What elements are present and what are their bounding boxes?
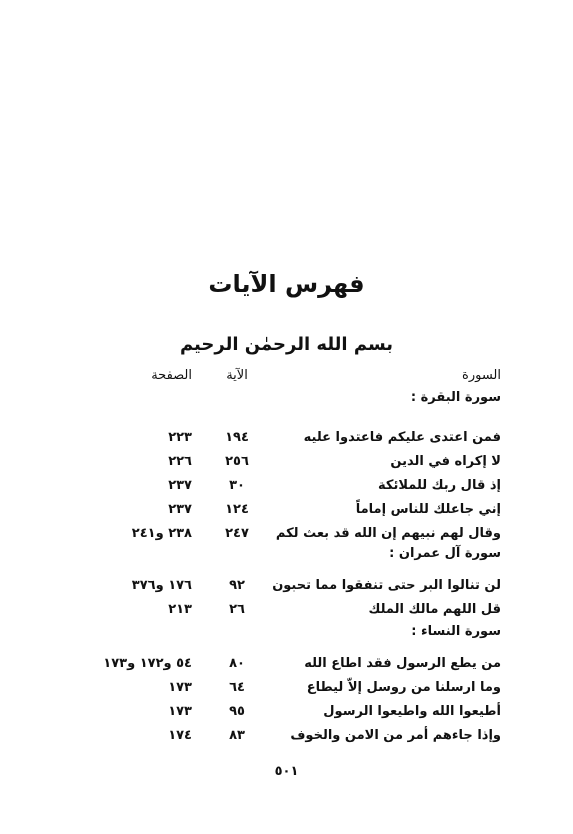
table-row — [0, 656, 573, 676]
verse-text: إني جاعلك للناس إماماً — [355, 502, 501, 517]
table-row — [0, 578, 573, 598]
table-row — [0, 704, 573, 724]
header-surah: السورة — [462, 368, 501, 383]
table-row — [0, 526, 573, 546]
page-ref: ١٧٣ — [168, 680, 192, 695]
page-ref: ٢٣٧ — [168, 502, 192, 517]
verse-number: ٩٥ — [229, 704, 245, 719]
page-title: فهرس الآيات — [208, 270, 365, 298]
page-ref: ١٧٦ و٣٧٦ — [131, 578, 192, 593]
table-row — [0, 454, 573, 474]
verse-text: من يطع الرسول فقد اطاع الله — [304, 656, 501, 671]
verse-number: ٩٢ — [229, 578, 245, 593]
table-row — [0, 680, 573, 700]
page-ref: ٢٢٣ — [168, 430, 192, 445]
header-page: الصفحة — [151, 368, 192, 383]
header-ayah: الآية — [226, 368, 248, 383]
section-title: سورة النساء : — [411, 624, 501, 639]
page-ref: ٢١٣ — [168, 602, 192, 617]
page-ref: ٢٣٧ — [168, 478, 192, 493]
table-header — [0, 368, 573, 388]
verse-number: ٣٠ — [229, 478, 245, 493]
verse-text: فمن اعتدى عليكم فاعتدوا عليه — [303, 430, 501, 445]
section-heading-baqarah — [0, 390, 573, 410]
page-ref: ٢٣٨ و٢٤١ — [131, 526, 192, 541]
table-row — [0, 728, 573, 748]
verse-number: ١٩٤ — [225, 430, 249, 445]
verse-text: لا إكراه في الدين — [390, 454, 501, 469]
verse-text: وما ارسلنا من روسل إلاّ ليطاع — [306, 680, 501, 695]
verse-number: ٢٥٦ — [225, 454, 249, 469]
verse-text: أطيعوا الله واطيعوا الرسول — [323, 704, 501, 719]
table-row — [0, 478, 573, 498]
section-title: سورة آل عمران : — [389, 546, 501, 561]
verse-number: ٢٦ — [229, 602, 245, 617]
section-heading-al-imran — [0, 546, 573, 566]
verse-text: إذ قال ربك للملائكة — [378, 478, 501, 493]
verse-text: قل اللهم مالك الملك — [368, 602, 501, 617]
table-row — [0, 430, 573, 450]
verse-number: ٢٤٧ — [225, 526, 249, 541]
page-ref: ٢٢٦ — [168, 454, 192, 469]
verse-text: لن تنالوا البر حتى تنفقوا مما تحبون — [272, 578, 501, 593]
verse-number: ٨٣ — [229, 728, 245, 743]
page-ref: ١٧٣ — [168, 704, 192, 719]
verse-number: ١٢٤ — [225, 502, 249, 517]
verse-text: وقال لهم نبيهم إن الله قد بعث لكم — [275, 526, 501, 541]
section-title: سورة البقرة : — [410, 390, 501, 405]
page-ref: ١٧٤ — [168, 728, 192, 743]
basmala: بسم الله الرحمٰن الرحيم — [179, 334, 394, 355]
page-number: ٥٠١ — [274, 764, 299, 779]
page-ref: ٥٤ و١٧٢ و١٧٣ — [103, 656, 192, 671]
table-row — [0, 502, 573, 522]
section-heading-nisa — [0, 624, 573, 644]
table-row — [0, 602, 573, 622]
verse-number: ٦٤ — [229, 680, 245, 695]
verse-text: وإذا جاءهم أمر من الامن والخوف — [290, 728, 501, 743]
verse-number: ٨٠ — [229, 656, 245, 671]
